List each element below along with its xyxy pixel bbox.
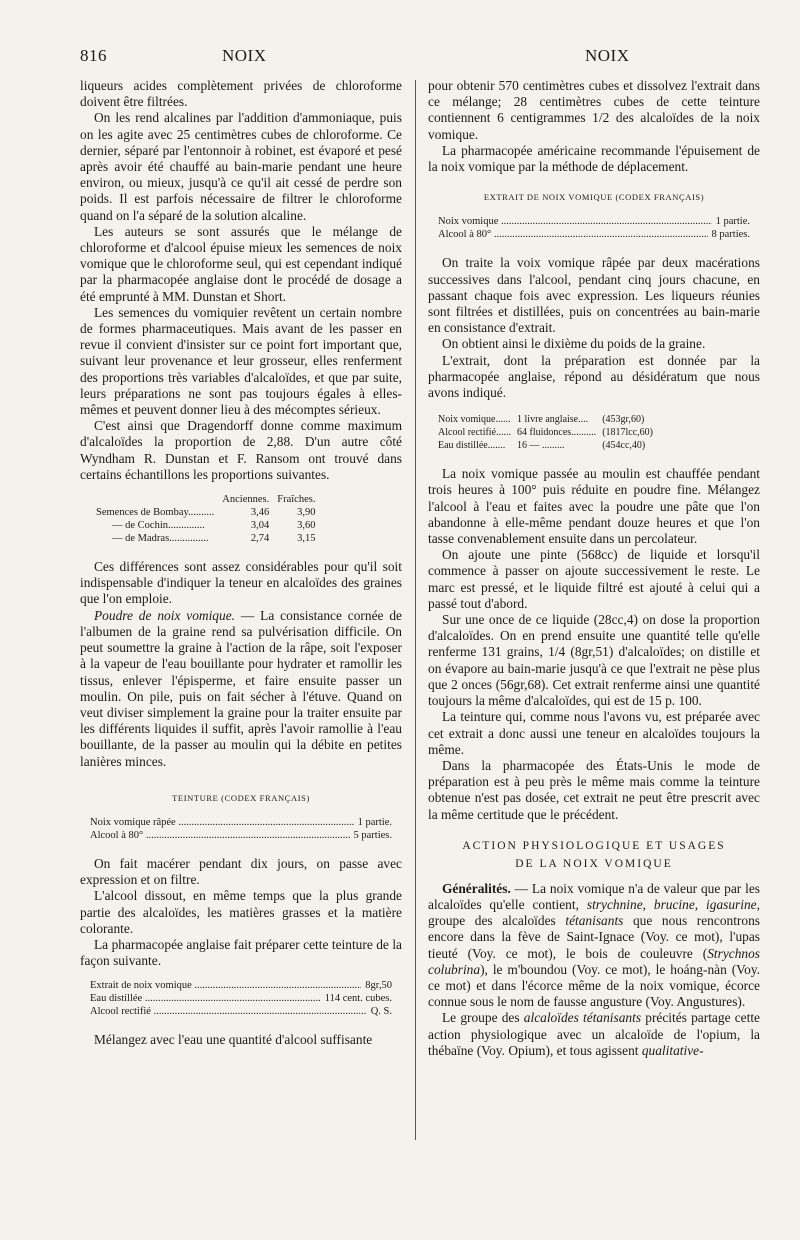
recipe-row — [90, 816, 392, 829]
paragraph: La pharmacopée américaine recommande l'épuisement de la noix vomique par la méthode de déplacement. — [428, 142, 760, 175]
cell: 1 livre anglaise.... — [517, 414, 589, 426]
paragraph: L'alcool dissout, en même temps que la plus grande partie des alcaloïdes, les matières grasses et la matière colorante. — [80, 888, 402, 936]
column-divider — [415, 80, 416, 1140]
paragraph: L'extrait, dont la préparation est donnée par la pharmacopée anglaise, répond au désidératum que nous avons indiqué. — [428, 352, 760, 401]
paragraph: La teinture qui, comme nous l'avons vu, est préparée avec cet extrait a donc aussi une teneur en alcaloïdes toujours la même. — [428, 709, 760, 757]
extract-table — [438, 413, 659, 452]
quantity: 5 parties. — [353, 829, 392, 841]
row-label: Semences de Bombay.......... — [96, 507, 215, 519]
paragraph-text: — La consistance cornée de l'albumen de la graine rend sa pulvérisation difficile. On peut soumettre la graine à l'action de la râpe, soit l'exposer à la vapeur de l'eau bouillante pour hydrater et ramollir les tissus, enlever l'épisperme, et faire ensuite passer un moulin. On pile, puis on fait sécher à l'étuve. Quand on veut diviser simplement la graine pour la traiter ensuite par les différents liquides il suffit, après l'avoir ramollie à l'eau bouillante, de la passer au moulin qui la débite en petites lanières minces. — [80, 607, 402, 769]
table-row — [92, 506, 319, 519]
paragraph: La noix vomique passée au moulin est chauffée pendant trois heures à 100° puis réduite en poudre fine. Mélangez l'alcool à l'eau et faites avec la poudre une pâte que l'on abandonne à elle-même pendant douze heures et que l'on tasse convenablement ensuite dans un percolateur. — [428, 466, 760, 547]
paragraph — [428, 881, 760, 1011]
table-header: Fraîches. — [277, 494, 316, 506]
cell: 3,46 — [250, 507, 270, 519]
quantity: Q. S. — [370, 1006, 392, 1018]
table-row — [438, 413, 659, 426]
quantity: 114 cent. cubes. — [324, 993, 392, 1005]
paragraph: Les auteurs se sont assurés que le mélange de chloroforme et d'alcool épuise mieux les semences de noix vomique que le chloroforme seul, qui est cependant indiqué par la pharmacopée anglaise dont le procédé de dosage a été emprunté à MM. Dunstan et Short. — [80, 223, 402, 304]
recipe-row — [90, 829, 392, 842]
italic-text: strychnine, brucine, igasurine — [586, 896, 757, 912]
recipe-title: TEINTURE (CODEX FRANÇAIS) — [172, 792, 310, 803]
section-heading: DE LA NOIX VOMIQUE — [515, 857, 673, 870]
cell: Noix vomique...... — [438, 414, 511, 426]
table-row — [92, 532, 319, 545]
italic-text: qualitative- — [641, 1042, 704, 1058]
ingredient: Noix vomique râpée ..... — [90, 816, 354, 829]
paragraph-text: que nous rencontrons encore dans la fève de Saint-Ignace (Voy. ce mot), l'upas tieuté (Voy. ce mot), le bois de couleuvre ( — [428, 913, 760, 961]
paragraph-text: , groupe des alcaloïdes — [428, 896, 760, 929]
paragraph: On les rend alcalines par l'addition d'ammoniaque, puis on les agite avec 25 centimètres cubes de chloroforme. Ce dernier, séparé par l'entonnoir à robinet, est évaporé et pesé après avoir été chauffé au bain-marie pendant une heure environ, ou mieux, jusqu'à ce qu'il ait cessé de perdre son poids. Il est parfois nécessaire de filtrer le chloroforme quand on l'a séparé de la solution alcaline. — [80, 110, 402, 223]
recipe-row — [90, 992, 392, 1005]
ingredient: Eau distillée ..... — [90, 992, 321, 1005]
cell: (1817lcc,60) — [602, 427, 654, 439]
recipe-title: EXTRAIT DE NOIX VOMIQUE (CODEX FRANÇAIS) — [483, 192, 705, 203]
cell: 3,04 — [250, 520, 270, 532]
paragraph: On fait macérer pendant dix jours, on passe avec expression et on filtre. — [80, 855, 402, 888]
table-header: Anciennes. — [222, 494, 270, 506]
table-row — [92, 519, 319, 532]
paragraph: Les semences du vomiquier revêtent un certain nombre de formes pharmaceutiques. Mais avant de les passer en revue il convient d'insister sur ce point fort important que, suivant leur provenance et leur grosseur, elles renferment des proportions très variables d'alcaloïdes, et que par suite, leurs préparations ne sont pas toujours égales à elles-mêmes et peuvent donner lieu à des mécomptes sérieux. — [80, 304, 402, 418]
paragraph-text: — La noix vomique n'a de valeur que par les alcaloïdes qu'elle contient, — [428, 880, 760, 912]
cell: 3,15 — [297, 533, 316, 545]
cell: (454cc,40) — [602, 440, 646, 452]
italic-text: Strychnos colubrina — [428, 945, 760, 977]
quantity: 1 partie. — [715, 216, 750, 228]
cell: 3,90 — [297, 507, 316, 519]
italic-text: alcaloïdes tétanisants — [523, 1010, 642, 1026]
left-running-title: NOIX — [222, 46, 267, 65]
paragraph-text: Le groupe des — [442, 1010, 524, 1026]
paragraph: On obtient ainsi le dixième du poids de la graine. — [442, 336, 706, 352]
paragraph: On ajoute une pinte (568cc) de liquide et lorsqu'il commence à passer on ajoute successivement le reste. Le marc est pressé, et le liquide filtré est ajouté à celui qui a passé tout d'abord. — [428, 547, 760, 611]
paragraph: pour obtenir 570 centimètres cubes et dissolvez l'extrait dans ce mélange; 28 centimètres cubes de cette teinture contiennent 6 centigrammes 1/2 des alcaloïdes de la noix vomique. — [428, 78, 760, 142]
ingredient: Alcool à 80° ..... — [438, 228, 708, 241]
cell: 16 — ......... — [517, 440, 565, 452]
table-row — [438, 426, 659, 439]
italic-text: tétanisants — [565, 913, 624, 929]
cell: (453gr,60) — [602, 414, 645, 426]
paragraph — [428, 1010, 760, 1059]
recipe — [90, 816, 392, 842]
page-number: 816 — [80, 46, 107, 65]
subsection-title: Généralités. — [442, 880, 511, 896]
recipe-row — [90, 979, 392, 992]
quantity: 8 parties. — [711, 229, 750, 241]
paragraph: Mélangez avec l'eau une quantité d'alcool suffisante — [94, 1032, 373, 1048]
paragraph: liqueurs acides complètement privées de chloroforme doivent être filtrées. — [80, 78, 402, 110]
quantity: 1 partie. — [357, 816, 392, 828]
proportions-table — [92, 493, 319, 545]
paragraph: C'est ainsi que Dragendorff donne comme maximum d'alcaloïdes la proportion de 2,88. D'un autre côté Wyndham R. Dunstan et F. Ransom ont trouvé dans certains échantillons les proportions suivantes. — [80, 418, 402, 482]
right-column — [428, 78, 760, 1059]
ingredient: Alcool rectifié ..... — [90, 1005, 367, 1018]
ingredient: Alcool à 80° ..... — [90, 829, 350, 842]
ingredient: Noix vomique ..... — [438, 215, 712, 228]
section-heading: ACTION PHYSIOLOGIQUE ET USAGES — [462, 839, 726, 852]
quantity: 8gr,50 — [365, 980, 392, 992]
left-column — [80, 78, 402, 1049]
recipe — [90, 979, 392, 1018]
paragraph-text: précités partage cette action physiologique avec un alcaloïde de l'opium, la thébaïne (Voy. Opium), et tous agissent — [428, 1010, 760, 1058]
recipe-row — [438, 215, 750, 228]
ingredient: Extrait de noix vomique ..... — [90, 979, 361, 992]
cell: 3,60 — [297, 520, 316, 532]
cell: 64 fluidonces.......... — [517, 427, 597, 439]
paragraph: Sur une once de ce liquide (28cc,4) on dose la proportion d'alcaloïdes. On en prend ensuite une quantité telle qu'elle renferme 131 grains, 1/4 (8gr,51) d'alcaloïdes; on distille et on évapore au bain-marie jusqu'à ce que l'extrait ne pèse plus que 2 onces (56gr,68). Cet extrait renferme ainsi une quantité toujours la même d'alcaloïdes, qui est de 15 p. 100. — [428, 612, 760, 709]
right-running-title: NOIX — [585, 46, 630, 65]
subsection-title: Poudre de noix vomique. — [94, 607, 235, 623]
paragraph — [80, 608, 402, 770]
paragraph: On traite la voix vomique râpée par deux macérations successives dans l'alcool, pendant cinq jours chacune, en passant chaque fois avec expression. Les liqueurs réunies sont filtrées et distillées, puis on concentrées au bain-marie en consistance d'extrait. — [428, 255, 760, 336]
recipe — [438, 215, 750, 241]
row-label: — de Cochin.............. — [112, 520, 205, 532]
cell: Eau distillée....... — [438, 440, 506, 452]
paragraph: Dans la pharmacopée des États-Unis le mode de préparation est à peu près le même mais comme la teinture obtenue n'est pas dosée, cet extrait ne peut être prescrit avec la même certitude que le précédent. — [428, 757, 760, 822]
recipe-row — [90, 1005, 392, 1018]
cell: Alcool rectifié...... — [438, 427, 512, 439]
table-row — [438, 439, 659, 452]
paragraph: Ces différences sont assez considérables pour qu'il soit indispensable d'indiquer la teneur en alcaloïdes des graines que l'on emploie. — [80, 559, 402, 607]
cell: 2,74 — [250, 533, 270, 545]
row-label: — de Madras............... — [112, 533, 209, 545]
paragraph-text: ), le m'boundou (Voy. ce mot), le hoáng-nàn (Voy. ce mot) et dans l'écorce même de la noix vomique, écorce connue sous le nom de fausse angusture (Voy. Angustures). — [428, 961, 760, 1010]
recipe-row — [438, 228, 750, 241]
paragraph: La pharmacopée anglaise fait préparer cette teinture de la façon suivante. — [80, 936, 402, 969]
